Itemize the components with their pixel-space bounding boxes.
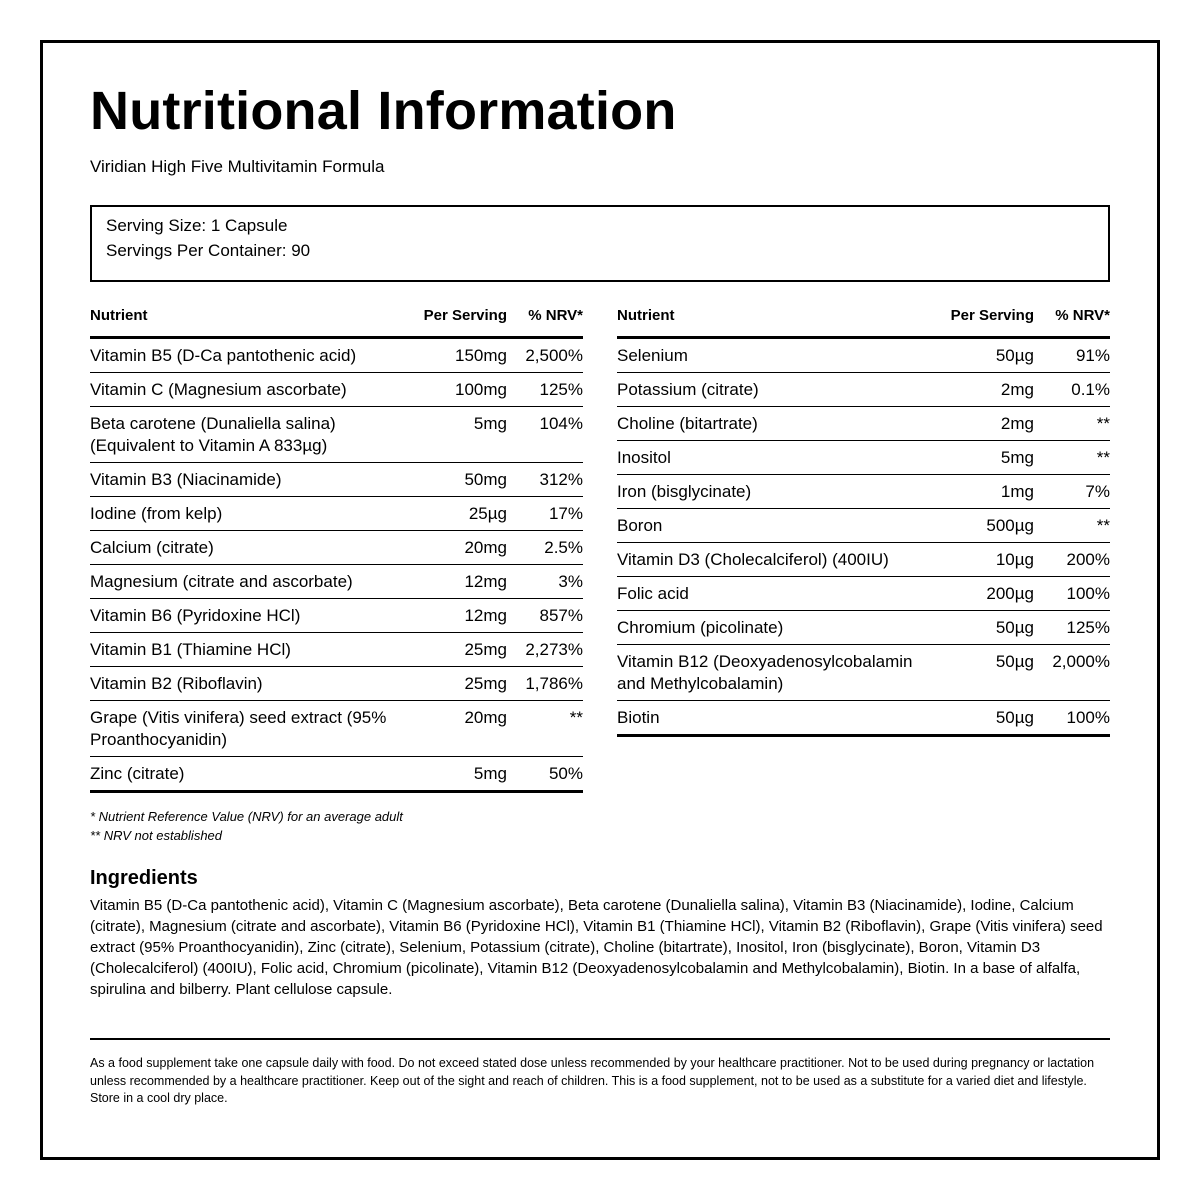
table-row xyxy=(617,577,1110,611)
nutrition-label xyxy=(90,80,1110,1105)
table-row xyxy=(90,338,583,373)
nutrient-name: Chromium (picolinate) xyxy=(617,611,934,645)
nutrient-nrv: 2,000% xyxy=(1034,645,1110,701)
nutrient-nrv: 312% xyxy=(507,463,583,497)
nutrient-nrv: ** xyxy=(1034,441,1110,475)
serving-info-box xyxy=(90,205,1110,282)
column-header-nutrient: Nutrient xyxy=(90,304,407,338)
nutrient-amount: 150mg xyxy=(407,338,507,373)
table-row xyxy=(90,757,583,792)
nutrient-nrv: 7% xyxy=(1034,475,1110,509)
table-row xyxy=(617,701,1110,736)
nutrient-amount: 20mg xyxy=(407,701,507,757)
nutrient-amount: 12mg xyxy=(407,565,507,599)
table-header-row xyxy=(617,304,1110,338)
nutrient-name: Inositol xyxy=(617,441,934,475)
nutrient-nrv: 2,500% xyxy=(507,338,583,373)
serving-size: Serving Size: 1 Capsule xyxy=(106,216,288,235)
nutrient-nrv: 104% xyxy=(507,407,583,463)
nutrient-name: Biotin xyxy=(617,701,934,736)
product-name: Viridian High Five Multivitamin Formula xyxy=(90,157,385,176)
table-row xyxy=(617,373,1110,407)
table-row xyxy=(617,475,1110,509)
nutrient-name: Magnesium (citrate and ascorbate) xyxy=(90,565,407,599)
footnote-not-established: ** NRV not established xyxy=(90,828,223,843)
table-row xyxy=(90,667,583,701)
nutrient-nrv: 100% xyxy=(1034,701,1110,736)
column-header-per-serving: Per Serving xyxy=(934,304,1034,338)
nutrient-amount: 50µg xyxy=(934,611,1034,645)
nutrient-nrv: 17% xyxy=(507,497,583,531)
table-row xyxy=(90,531,583,565)
table-row xyxy=(617,645,1110,701)
nutrient-nrv: ** xyxy=(1034,407,1110,441)
nutrient-table-left xyxy=(90,304,583,793)
nutrient-name: Vitamin B2 (Riboflavin) xyxy=(90,667,407,701)
nutrient-name: Vitamin D3 (Cholecalciferol) (400IU) xyxy=(617,543,934,577)
nutrient-amount: 12mg xyxy=(407,599,507,633)
servings-per-container: Servings Per Container: 90 xyxy=(106,241,311,260)
table-row xyxy=(617,407,1110,441)
nutrient-name: Potassium (citrate) xyxy=(617,373,934,407)
nutrient-name: Vitamin B5 (D-Ca pantothenic acid) xyxy=(90,338,407,373)
nutrient-name: Vitamin B12 (Deoxyadenosylcobalamin and Methylcobalamin) xyxy=(617,645,934,701)
nutrient-name: Grape (Vitis vinifera) seed extract (95% Proanthocyanidin) xyxy=(90,701,407,757)
table-row xyxy=(90,497,583,531)
column-header-nrv: % NRV* xyxy=(507,304,583,338)
nutrient-amount: 1mg xyxy=(934,475,1034,509)
nutrient-nrv: 2.5% xyxy=(507,531,583,565)
nutrient-nrv: 0.1% xyxy=(1034,373,1110,407)
nutrient-amount: 200µg xyxy=(934,577,1034,611)
nutrient-name: Folic acid xyxy=(617,577,934,611)
table-row xyxy=(90,599,583,633)
nutrient-nrv: 857% xyxy=(507,599,583,633)
table-row xyxy=(90,407,583,463)
nutrient-nrv: 91% xyxy=(1034,338,1110,373)
nutrient-amount: 500µg xyxy=(934,509,1034,543)
nutrient-amount: 50µg xyxy=(934,645,1034,701)
column-header-nutrient: Nutrient xyxy=(617,304,934,338)
nutrient-nrv: ** xyxy=(507,701,583,757)
nutrient-amount: 2mg xyxy=(934,373,1034,407)
table-row xyxy=(617,543,1110,577)
nutrient-nrv: 100% xyxy=(1034,577,1110,611)
nutrient-amount: 25µg xyxy=(407,497,507,531)
table-row xyxy=(90,565,583,599)
nutrient-nrv: 50% xyxy=(507,757,583,792)
table-row xyxy=(90,463,583,497)
nutrient-amount: 5mg xyxy=(407,757,507,792)
nutrient-nrv: 125% xyxy=(507,373,583,407)
nutrient-nrv: 1,786% xyxy=(507,667,583,701)
divider xyxy=(90,1038,1110,1040)
column-header-per-serving: Per Serving xyxy=(407,304,507,338)
nutrient-name: Iron (bisglycinate) xyxy=(617,475,934,509)
nutrient-name: Vitamin B3 (Niacinamide) xyxy=(90,463,407,497)
nutrient-amount: 25mg xyxy=(407,667,507,701)
nutrient-name: Calcium (citrate) xyxy=(90,531,407,565)
nutrient-amount: 50mg xyxy=(407,463,507,497)
nutrient-amount: 5mg xyxy=(934,441,1034,475)
footnotes xyxy=(90,807,403,845)
nutrient-nrv: ** xyxy=(1034,509,1110,543)
nutrient-nrv: 125% xyxy=(1034,611,1110,645)
ingredients-text: Vitamin B5 (D-Ca pantothenic acid), Vitamin C (Magnesium ascorbate), Beta carotene (Dunaliella salina), Vitamin B3 (Niacinamide), Iodine, Calcium (citrate), Magnesium (citrate and ascorbate), Vitamin B6 (Pyridoxine HCl), Vitamin B1 (Thiamine HCl), Vitamin B2 (Riboflavin), Grape (Vitis vinifera) seed extract (95% Proanthocyanidin), Zinc (citrate), Selenium, Potassium (citrate), Choline (bitartrate), Inositol, Iron (bisglycinate), Boron, Vitamin D3 (Cholecalciferol) (400IU), Folic acid, Chromium (picolinate), Vitamin B12 (Deoxyadenosylcobalamin and Methylcobalamin), Biotin. In a base of alfalfa, spirulina and bilberry. Plant cellulose capsule. xyxy=(90,897,1103,998)
table-row xyxy=(617,509,1110,543)
nutrient-amount: 50µg xyxy=(934,701,1034,736)
nutrient-amount: 25mg xyxy=(407,633,507,667)
table-row xyxy=(617,441,1110,475)
nutrient-name: Beta carotene (Dunaliella salina) (Equivalent to Vitamin A 833µg) xyxy=(90,407,407,463)
column-header-nrv: % NRV* xyxy=(1034,304,1110,338)
nutrient-name: Choline (bitartrate) xyxy=(617,407,934,441)
nutrient-name: Vitamin B6 (Pyridoxine HCl) xyxy=(90,599,407,633)
nutrient-amount: 20mg xyxy=(407,531,507,565)
nutrient-nrv: 2,273% xyxy=(507,633,583,667)
nutrient-amount: 5mg xyxy=(407,407,507,463)
table-row xyxy=(90,633,583,667)
table-header-row xyxy=(90,304,583,338)
ingredients-heading: Ingredients xyxy=(90,867,198,889)
nutrient-name: Vitamin C (Magnesium ascorbate) xyxy=(90,373,407,407)
page-title: Nutritional Information xyxy=(90,81,677,141)
nutrient-nrv: 3% xyxy=(507,565,583,599)
table-row xyxy=(90,701,583,757)
table-row xyxy=(617,338,1110,373)
nutrient-amount: 100mg xyxy=(407,373,507,407)
nutrient-amount: 50µg xyxy=(934,338,1034,373)
table-row xyxy=(617,611,1110,645)
nutrient-nrv: 200% xyxy=(1034,543,1110,577)
nutrient-name: Vitamin B1 (Thiamine HCl) xyxy=(90,633,407,667)
nutrient-name: Boron xyxy=(617,509,934,543)
nutrient-amount: 10µg xyxy=(934,543,1034,577)
nutrient-table-right xyxy=(617,304,1110,737)
table-row xyxy=(90,373,583,407)
footnote-nrv: * Nutrient Reference Value (NRV) for an average adult xyxy=(90,809,403,824)
nutrient-amount: 2mg xyxy=(934,407,1034,441)
nutrient-name: Iodine (from kelp) xyxy=(90,497,407,531)
warning-text: As a food supplement take one capsule daily with food. Do not exceed stated dose unless recommended by your healthcare practitioner. Not to be used during pregnancy or lactation unless recommended by a healthcare practitioner. Keep out of the sight and reach of children. This is a food supplement, not to be used as a substitute for a varied diet and lifestyle. Store in a cool dry place. xyxy=(90,1056,1095,1105)
nutrient-name: Selenium xyxy=(617,338,934,373)
nutrient-name: Zinc (citrate) xyxy=(90,757,407,792)
